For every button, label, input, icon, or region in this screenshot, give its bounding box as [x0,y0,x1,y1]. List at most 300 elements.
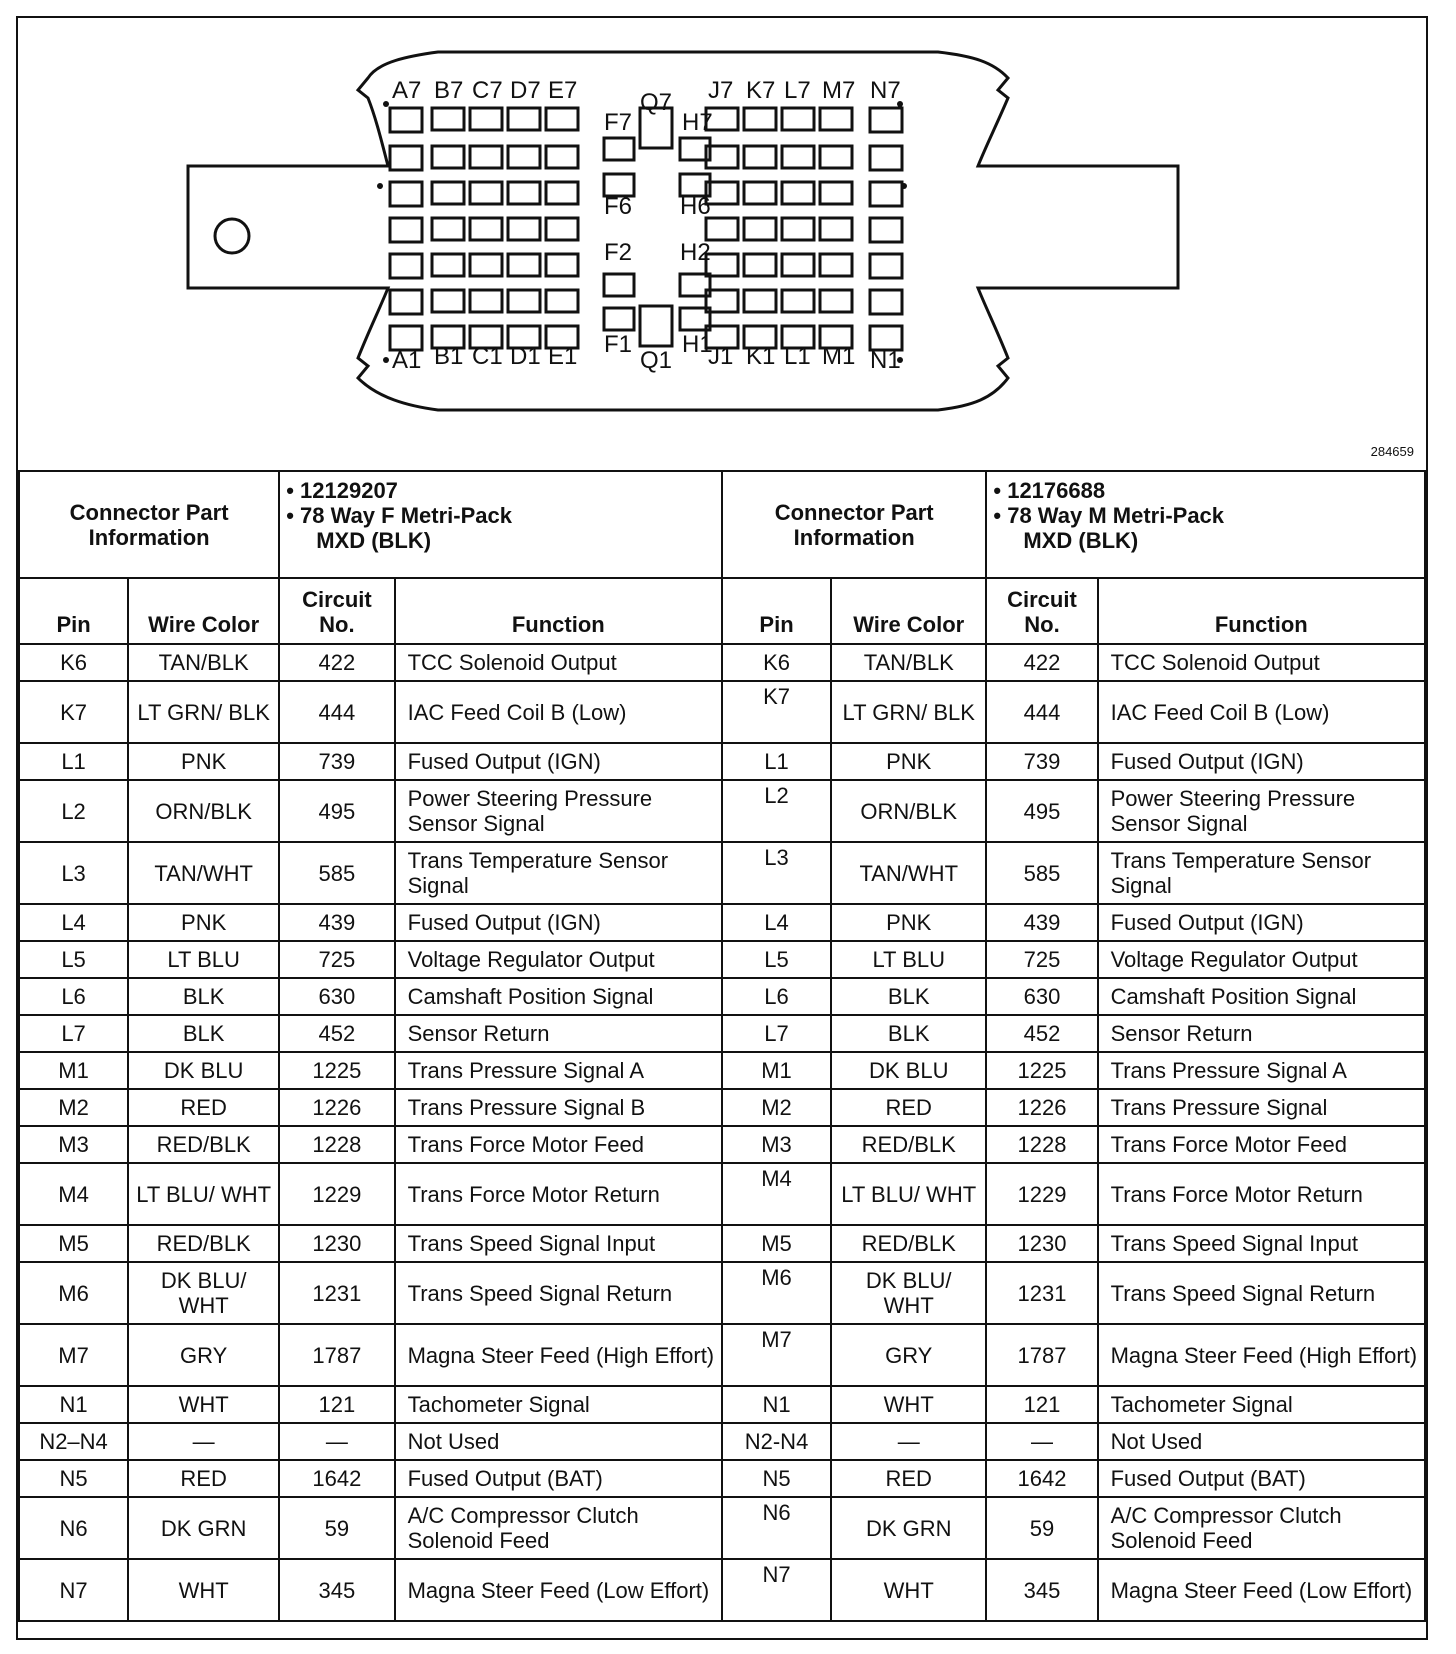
table-row [19,1089,1425,1126]
pin-label: N7 [870,77,901,104]
function-cell: Tachometer Signal [1098,1386,1425,1423]
wire-color-cell: DK BLU/ WHT [831,1262,986,1324]
pin-cell: K7 [722,681,831,743]
pin-cavity [820,182,852,204]
pin-cell: N7 [19,1559,128,1621]
pin-cell: L3 [722,842,831,904]
function-cell: Trans Speed Signal Return [395,1262,722,1324]
pin-label: H6 [680,193,711,220]
pin-label: H1 [682,331,713,358]
circuit-cell: 1787 [986,1324,1097,1386]
function-cell: Fused Output (IGN) [395,904,722,941]
wire-color-cell: DK BLU [128,1052,279,1089]
table-row [19,904,1425,941]
pin-cell: M2 [722,1089,831,1126]
function-cell: Trans Force Motor Feed [395,1126,722,1163]
pin-cavity [870,182,902,206]
circuit-cell: 725 [279,941,394,978]
pin-label: C7 [472,77,503,104]
function-cell: IAC Feed Coil B (Low) [1098,681,1425,743]
table-row [19,1497,1425,1559]
left-part-number: 12129207 [300,478,398,503]
pin-cell: M3 [19,1126,128,1163]
pin-cavity [390,182,422,206]
function-cell: Trans Speed Signal Input [395,1225,722,1262]
pin-cell: L7 [722,1015,831,1052]
pin-cavity [782,182,814,204]
circuit-cell: 1230 [986,1225,1097,1262]
pin-label: J7 [708,77,734,104]
pin-cavity [508,182,540,204]
function-cell: Trans Force Motor Return [395,1163,722,1225]
pin-label: B1 [434,343,464,370]
table-row [19,1126,1425,1163]
circuit-cell: 452 [986,1015,1097,1052]
pin-label: K7 [746,77,776,104]
pin-cavity [546,182,578,204]
circuit-cell: 439 [986,904,1097,941]
table-row [19,1460,1425,1497]
table-row [19,1324,1425,1386]
pin-cell: K7 [19,681,128,743]
pin-cavity [820,108,852,130]
right-description-line1: 78 Way M Metri-Pack [1007,503,1225,528]
pin-cavity [470,218,502,240]
function-cell: Magna Steer Feed (Low Effort) [395,1559,722,1621]
circuit-cell: 345 [986,1559,1097,1621]
function-cell: Camshaft Position Signal [1098,978,1425,1015]
wire-color-cell: WHT [128,1559,279,1621]
pin-cavity [470,290,502,312]
circuit-cell: 630 [986,978,1097,1015]
pin-cell: M7 [722,1324,831,1386]
pin-cavity [508,218,540,240]
column-header-row [19,578,1425,644]
function-cell: Trans Pressure Signal B [395,1089,722,1126]
wire-color-cell: PNK [128,904,279,941]
table-row [19,1015,1425,1052]
table-row [19,842,1425,904]
function-cell: Not Used [395,1423,722,1460]
pin-cavity [432,290,464,312]
pin-cavity [432,146,464,168]
pin-cavity [782,254,814,276]
pin-cell: N7 [722,1559,831,1621]
right-part-number: 12176688 [1007,478,1106,503]
pin-label: Q1 [640,347,673,374]
pin-cell: M6 [19,1262,128,1324]
circuit-cell: 1228 [279,1126,394,1163]
pin-cavity [744,108,776,130]
function-cell: Trans Force Motor Return [1098,1163,1425,1225]
circuit-cell: 1226 [986,1089,1097,1126]
wire-color-cell: — [831,1423,986,1460]
table-row [19,780,1425,842]
function-cell: Fused Output (BAT) [395,1460,722,1497]
pin-label: B7 [434,77,464,104]
pin-cavity [546,218,578,240]
function-cell: Trans Speed Signal Return [1098,1262,1425,1324]
pin-cavity [390,146,422,170]
wire-color-cell: TAN/WHT [831,842,986,904]
function-cell: Not Used [1098,1423,1425,1460]
left-info-label: Connector Part Information [19,471,279,578]
wire-color-cell: RED [128,1089,279,1126]
pin-cavity [744,182,776,204]
pin-cell: N1 [722,1386,831,1423]
circuit-cell: 444 [279,681,394,743]
function-cell: IAC Feed Coil B (Low) [395,681,722,743]
pin-cavity [546,254,578,276]
wire-color-cell: RED [831,1460,986,1497]
pin-cell: M1 [722,1052,831,1089]
function-cell: Fused Output (IGN) [1098,904,1425,941]
table-row [19,1423,1425,1460]
pin-cavity [820,290,852,312]
circuit-cell: 1225 [986,1052,1097,1089]
wire-color-cell: BLK [831,1015,986,1052]
wire-color-cell: BLK [128,1015,279,1052]
pin-cell: N2-N4 [722,1423,831,1460]
circuit-cell: 1231 [986,1262,1097,1324]
table-row [19,1559,1425,1621]
function-cell: Sensor Return [1098,1015,1425,1052]
pin-cell: M1 [19,1052,128,1089]
pin-cavity [604,274,634,296]
function-cell: Trans Temperature Sensor Signal [395,842,722,904]
pin-cavity [470,146,502,168]
function-cell: Power Steering Pressure Sensor Signal [1098,780,1425,842]
function-cell: Fused Output (IGN) [1098,743,1425,780]
pin-cell: M6 [722,1262,831,1324]
col-wire-color: Wire Color [128,578,279,644]
pin-cell: M7 [19,1324,128,1386]
circuit-cell: 1230 [279,1225,394,1262]
alignment-dot [901,183,907,189]
pin-cell: L1 [722,743,831,780]
pin-cell: N1 [19,1386,128,1423]
pin-cavity [508,254,540,276]
wire-color-cell: LT BLU/ WHT [831,1163,986,1225]
pin-label: L1 [784,343,811,370]
pin-label: N1 [870,347,901,374]
mounting-hole [215,219,249,253]
connector-sheet [16,16,1428,1640]
circuit-cell: 1642 [986,1460,1097,1497]
pin-label: H7 [682,109,713,136]
pin-cell: L5 [19,941,128,978]
pin-label: D7 [510,77,541,104]
pin-label: A7 [392,77,422,104]
circuit-cell: 495 [986,780,1097,842]
pin-cavity [508,146,540,168]
pin-cavity [744,218,776,240]
pin-cell: N5 [722,1460,831,1497]
pin-cell: L4 [722,904,831,941]
function-cell: Magna Steer Feed (Low Effort) [1098,1559,1425,1621]
wire-color-cell: GRY [128,1324,279,1386]
pin-cell: L3 [19,842,128,904]
function-cell: TCC Solenoid Output [1098,644,1425,681]
wire-color-cell: RED [831,1089,986,1126]
pin-cavity [870,108,902,132]
pin-cell: M5 [722,1225,831,1262]
pin-cavity [744,290,776,312]
pin-cell: M4 [19,1163,128,1225]
function-cell: Magna Steer Feed (High Effort) [395,1324,722,1386]
pin-cell: M4 [722,1163,831,1225]
pin-label: E1 [548,343,578,370]
wire-color-cell: WHT [128,1386,279,1423]
wire-color-cell: RED/BLK [128,1225,279,1262]
pinout-rows [19,644,1425,1621]
table-row [19,681,1425,743]
col-pin: Pin [722,578,831,644]
pin-cell: M5 [19,1225,128,1262]
circuit-cell: 59 [279,1497,394,1559]
wire-color-cell: BLK [831,978,986,1015]
circuit-cell: 439 [279,904,394,941]
pin-label: Q7 [640,89,673,116]
pin-label: F6 [604,193,633,220]
wire-color-cell: TAN/BLK [831,644,986,681]
alignment-dot [383,101,389,107]
left-description-line2: MXD (BLK) [316,528,432,553]
circuit-cell: 345 [279,1559,394,1621]
pin-cavity [470,182,502,204]
pin-cavity [546,290,578,312]
wire-color-cell: GRY [831,1324,986,1386]
pin-label: A1 [392,347,422,374]
alignment-dot [383,357,389,363]
table-row [19,1163,1425,1225]
wire-color-cell: WHT [831,1559,986,1621]
pin-cavity [744,254,776,276]
wire-color-cell: RED/BLK [128,1126,279,1163]
connector-diagram [18,18,1426,470]
wire-color-cell: PNK [831,904,986,941]
pin-cavity [604,138,634,160]
table-row [19,1386,1425,1423]
wire-color-cell: LT BLU [128,941,279,978]
function-cell: Trans Pressure Signal A [395,1052,722,1089]
wire-color-cell: WHT [831,1386,986,1423]
circuit-cell: 59 [986,1497,1097,1559]
connector-info-row [19,471,1425,578]
circuit-cell: 422 [986,644,1097,681]
function-cell: Trans Force Motor Feed [1098,1126,1425,1163]
pin-label: F1 [604,331,633,358]
function-cell: Trans Pressure Signal A [1098,1052,1425,1089]
pin-cavity [508,290,540,312]
wire-color-cell: ORN/BLK [128,780,279,842]
table-row [19,1262,1425,1324]
circuit-cell: 630 [279,978,394,1015]
circuit-cell: 1229 [986,1163,1097,1225]
right-part-info: • 12176688 • 78 Way M Metri-Pack MXD (BLK) [986,471,1425,578]
wire-color-cell: PNK [128,743,279,780]
pin-cell: L5 [722,941,831,978]
pin-label: F2 [604,239,633,266]
table-row [19,644,1425,681]
pin-cell: M3 [722,1126,831,1163]
wire-color-cell: RED/BLK [831,1225,986,1262]
function-cell: Tachometer Signal [395,1386,722,1423]
pin-label: D1 [510,343,541,370]
pin-cavity [390,108,422,132]
table-row [19,743,1425,780]
pin-cell: N2–N4 [19,1423,128,1460]
wire-color-cell: LT GRN/ BLK [831,681,986,743]
pin-label: M7 [822,77,856,104]
function-cell: Sensor Return [395,1015,722,1052]
col-pin: Pin [19,578,128,644]
pinout-table [18,470,1426,1622]
pin-cavity [820,254,852,276]
col-wire-color: Wire Color [831,578,986,644]
pin-cell: L2 [722,780,831,842]
pin-cavity [820,218,852,240]
wire-color-cell: LT BLU [831,941,986,978]
pin-label: K1 [746,343,776,370]
wire-color-cell: — [128,1423,279,1460]
circuit-cell: 1787 [279,1324,394,1386]
function-cell: Voltage Regulator Output [395,941,722,978]
function-cell: Camshaft Position Signal [395,978,722,1015]
circuit-cell: 739 [986,743,1097,780]
wire-color-cell: RED [128,1460,279,1497]
circuit-cell: 1231 [279,1262,394,1324]
pin-cell: M2 [19,1089,128,1126]
pin-cell: L6 [722,978,831,1015]
function-cell: Trans Temperature Sensor Signal [1098,842,1425,904]
circuit-cell: 444 [986,681,1097,743]
pin-cavity [870,290,902,314]
wire-color-cell: DK GRN [128,1497,279,1559]
wire-color-cell: LT BLU/ WHT [128,1163,279,1225]
circuit-cell: 495 [279,780,394,842]
pin-cell: L4 [19,904,128,941]
circuit-cell: 452 [279,1015,394,1052]
table-row [19,941,1425,978]
circuit-cell: 1226 [279,1089,394,1126]
pin-label: C1 [472,343,503,370]
wire-color-cell: DK GRN [831,1497,986,1559]
circuit-cell: 121 [986,1386,1097,1423]
wire-color-cell: DK BLU [831,1052,986,1089]
pin-cavity [546,108,578,130]
col-function: Function [1098,578,1425,644]
col-function: Function [395,578,722,644]
circuit-cell: 739 [279,743,394,780]
pin-cell: L2 [19,780,128,842]
pin-cell: L6 [19,978,128,1015]
circuit-cell: 422 [279,644,394,681]
wire-color-cell: BLK [128,978,279,1015]
function-cell: Power Steering Pressure Sensor Signal [395,780,722,842]
function-cell: TCC Solenoid Output [395,644,722,681]
pin-label: H2 [680,239,711,266]
pin-cell: L7 [19,1015,128,1052]
wire-color-cell: LT GRN/ BLK [128,681,279,743]
function-cell: Fused Output (BAT) [1098,1460,1425,1497]
function-cell: A/C Compressor Clutch Solenoid Feed [395,1497,722,1559]
wire-color-cell: PNK [831,743,986,780]
pin-label: F7 [604,109,633,136]
pin-cavity [782,218,814,240]
col-circuit: Circuit No. [279,578,394,644]
pin-cavity [432,108,464,130]
alignment-dot [377,183,383,189]
circuit-cell: 1228 [986,1126,1097,1163]
pin-cell: K6 [722,644,831,681]
pin-cavity [782,108,814,130]
circuit-cell: 725 [986,941,1097,978]
pin-cavity [782,146,814,168]
function-cell: A/C Compressor Clutch Solenoid Feed [1098,1497,1425,1559]
pin-cavity [432,218,464,240]
pin-cavity [508,108,540,130]
pin-cavity [546,146,578,168]
left-part-info: • 12129207 • 78 Way F Metri-Pack MXD (BLK) [279,471,722,578]
circuit-cell: 585 [986,842,1097,904]
pin-label: J1 [708,343,734,370]
wire-color-cell: ORN/BLK [831,780,986,842]
pin-label: E7 [548,77,578,104]
pin-cavity [870,254,902,278]
pin-label: L7 [784,77,811,104]
pin-cell: K6 [19,644,128,681]
circuit-cell: — [279,1423,394,1460]
pin-cavity [390,218,422,242]
pin-cavity [870,146,902,170]
circuit-cell: 585 [279,842,394,904]
circuit-cell: 121 [279,1386,394,1423]
function-cell: Magna Steer Feed (High Effort) [1098,1324,1425,1386]
col-circuit: Circuit No. [986,578,1097,644]
pin-cell: N5 [19,1460,128,1497]
function-cell: Trans Pressure Signal [1098,1089,1425,1126]
pin-cell: N6 [19,1497,128,1559]
pin-cavity [432,254,464,276]
figure-id: 284659 [1370,444,1414,459]
pin-cell: L1 [19,743,128,780]
pin-cell: N6 [722,1497,831,1559]
pin-cavity [470,108,502,130]
wire-color-cell: TAN/WHT [128,842,279,904]
function-cell: Fused Output (IGN) [395,743,722,780]
pin-cavity [604,308,634,330]
right-info-label: Connector Part Information [722,471,986,578]
pin-cavity [744,146,776,168]
wire-color-cell: RED/BLK [831,1126,986,1163]
circuit-cell: — [986,1423,1097,1460]
connector-face-drawing [18,18,1426,470]
table-row [19,978,1425,1015]
pin-cavity [432,182,464,204]
pin-cavity [782,290,814,312]
pin-cavity [820,146,852,168]
pin-label: M1 [822,343,856,370]
function-cell: Voltage Regulator Output [1098,941,1425,978]
pin-cavity [390,254,422,278]
circuit-cell: 1642 [279,1460,394,1497]
pin-cavity [470,254,502,276]
table-row [19,1052,1425,1089]
table-row [19,1225,1425,1262]
function-cell: Trans Speed Signal Input [1098,1225,1425,1262]
right-description-line2: MXD (BLK) [1023,528,1139,553]
